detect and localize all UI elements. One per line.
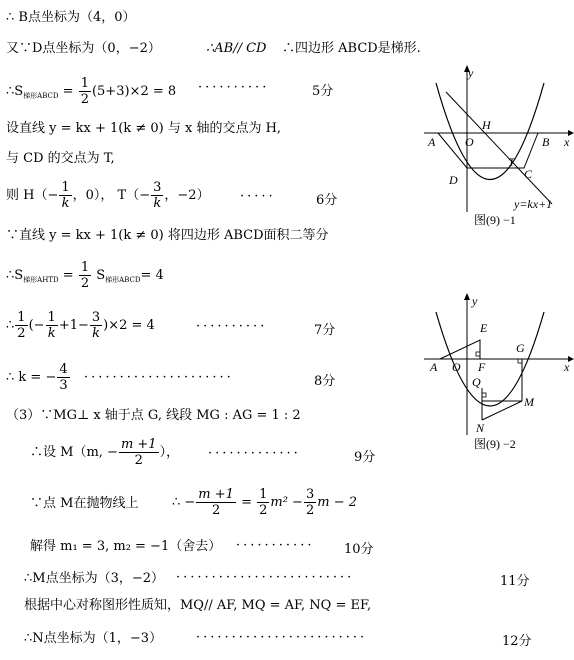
line-equation-k: ∴ $\frac{1}{2}$ (− $\frac{1}{k}$ +1− $\frac{3}{k}$ )×2 = 4 — [6, 310, 155, 341]
figure-9-2 — [424, 290, 574, 460]
line-b-coordinate: ∴ B点坐标为（4，0） — [6, 10, 136, 25]
line-bisect-area: ∵直线 y = kx + 1(k ≠ 0) 将四边形 ABCD面积二等分 — [6, 228, 329, 243]
right-angle-mark — [482, 393, 486, 397]
line-trapezoid: ∴四边形 ABCD是梯形. — [282, 41, 421, 56]
label-y: y — [472, 294, 478, 308]
score-11: 11分 — [500, 574, 530, 589]
line-m-on-parabola: ∵点 M在抛物线上 — [30, 496, 139, 511]
dot-leader: ····················· — [84, 370, 234, 385]
label-line-equation: y=kx+1 — [514, 197, 553, 211]
score-6: 6分 — [316, 193, 338, 208]
score-5: 5分 — [312, 84, 334, 99]
label-a: A — [430, 360, 438, 374]
line-m-coordinate: ∴M点坐标为（3，−2） — [24, 571, 165, 586]
label-t: T — [508, 155, 515, 169]
line-set-line: 设直线 y = kx + 1(k ≠ 0) 与 x 轴的交点为 H, — [6, 121, 282, 136]
label-f: F — [478, 360, 486, 374]
line-ab-parallel-cd: ∴AB// CD — [206, 41, 267, 56]
y-axis-arrow-icon — [464, 293, 470, 300]
line-n-coordinate: ∴N点坐标为（1，−3） — [24, 631, 163, 646]
segment-nm — [482, 401, 522, 420]
line-part-3: （3）∵MG⊥ x 轴于点 G, 线段 MG : AG = 1 : 2 — [6, 408, 301, 423]
line-h-t-coords: 则 H（− $\frac{1}{k}$ ，0）， T（− $\frac{3}{k}$ ，−2） — [6, 180, 210, 211]
line-solve-m: 解得 m₁ = 3, m₂ = −1（舍去） — [30, 539, 222, 554]
line-area-abcd: $\therefore S_{梯形ABCD}$ = $\frac{1}{2}$ (5+3)×2 = 8 — [6, 76, 177, 107]
dot-leader: ············· — [208, 446, 301, 461]
dot-leader: ·········· — [196, 319, 268, 334]
dot-leader: ························ — [196, 630, 368, 645]
label-x: x — [564, 360, 570, 374]
line-intersection-t: 与 CD 的交点为 T, — [6, 151, 115, 166]
label-q: Q — [472, 375, 481, 389]
caption-figure-9-1: 图(9) −1 — [474, 213, 516, 227]
label-c: C — [524, 167, 533, 181]
label-d: D — [449, 173, 458, 187]
score-7: 7分 — [314, 323, 336, 338]
dot-leader: ························· — [176, 570, 355, 585]
label-b: B — [542, 135, 550, 149]
line-set-m: ∴设 M（m, − $\frac{m +1}{2}$ ）， — [30, 437, 180, 468]
score-9: 9分 — [354, 450, 376, 465]
score-10: 10分 — [344, 542, 374, 557]
label-o: O — [465, 135, 474, 149]
label-e: E — [480, 321, 488, 335]
label-y: y — [468, 66, 474, 80]
label-a: A — [428, 135, 436, 149]
label-x: x — [564, 135, 570, 149]
right-angle-mark — [518, 359, 522, 363]
dot-leader: ····· — [240, 189, 276, 204]
line-symmetry: 根据中心对称图形性质知，MQ// AF, MQ = AF, NQ = EF, — [24, 598, 372, 613]
line-d-coordinate: 又∵D点坐标为（0，−2） — [6, 41, 161, 56]
label-g: G — [516, 341, 525, 355]
label-h: H — [482, 118, 491, 132]
label-m: M — [524, 395, 534, 409]
trapezoid-abcd — [438, 133, 538, 168]
caption-figure-9-2: 图(9) −2 — [474, 437, 516, 451]
score-8: 8分 — [314, 374, 336, 389]
dot-leader: ·········· — [198, 80, 270, 95]
line-parabola-equation: ∴ − $\frac{m +1}{2}$ = $\frac{1}{2}$ m² − $\frac{3}{2}$ m − 2 — [172, 487, 358, 518]
label-n: N — [476, 421, 485, 435]
figure-9-1 — [424, 62, 574, 232]
score-12: 12分 — [502, 634, 532, 649]
right-angle-mark — [476, 352, 480, 356]
line-k-value: ∴ k = − $\frac{4}{3}$ — [6, 362, 68, 393]
label-o: O — [452, 360, 461, 374]
dot-leader: ··········· — [236, 538, 315, 553]
line-area-ahtd: $\therefore S_{梯形AHTD}$ = $\frac{1}{2}$ $S_{梯形ABCD}= 4$ — [6, 260, 164, 291]
